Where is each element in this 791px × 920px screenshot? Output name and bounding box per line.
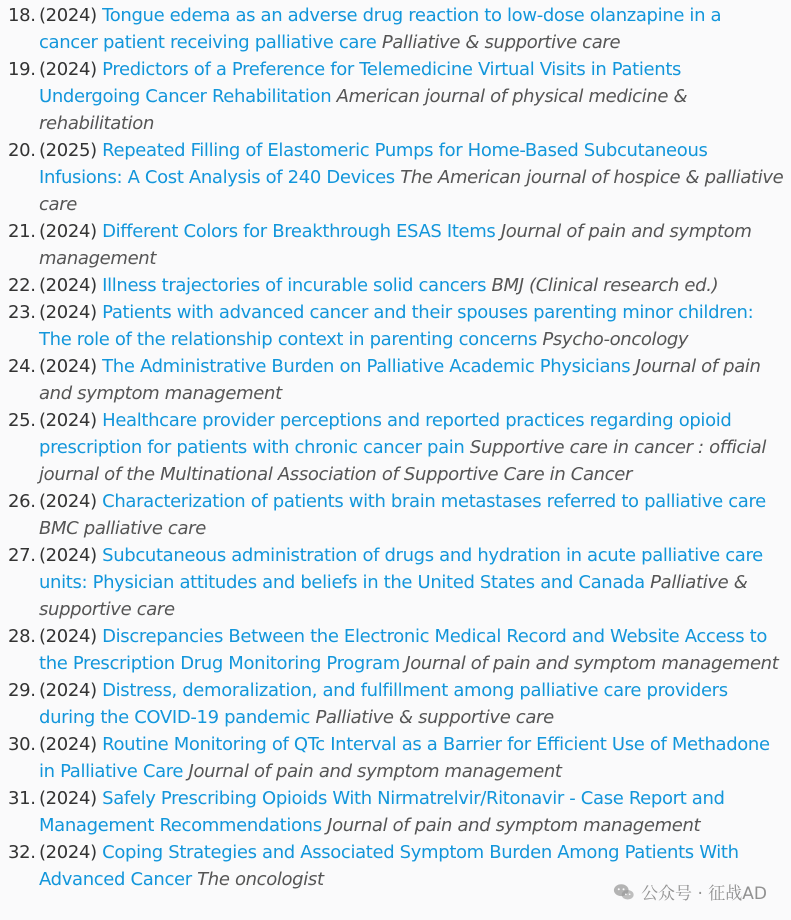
reference-item [0, 218, 791, 272]
reference-item [0, 407, 791, 488]
reference-title-link[interactable]: Illness trajectories of incurable solid cancers [102, 275, 487, 296]
wechat-icon [613, 881, 635, 903]
reference-journal: The oncologist [197, 869, 324, 890]
reference-title-link[interactable]: Safely Prescribing Opioids With Nirmatrelvir/Ritonavir - Case Report and Management Recommendations [39, 788, 725, 836]
reference-title-link[interactable]: Patients with advanced cancer and their spouses parenting minor children: The role of the relationship context in parenting concerns [39, 302, 754, 350]
reference-number: 25. [8, 410, 36, 431]
reference-number: 27. [8, 545, 36, 566]
reference-year: (2024) [39, 491, 97, 512]
reference-journal: Journal of pain and symptom management [39, 356, 761, 404]
reference-title-link[interactable]: Distress, demoralization, and fulfillment among palliative care providers during the COVID-19 pandemic [39, 680, 728, 728]
reference-number: 30. [8, 734, 36, 755]
reference-year: (2024) [39, 410, 97, 431]
watermark [613, 879, 767, 904]
reference-journal: Journal of pain and symptom management [405, 653, 779, 674]
reference-number: 21. [8, 221, 36, 242]
reference-title-link[interactable]: Healthcare provider perceptions and reported practices regarding opioid prescription for patients with chronic cancer pain [39, 410, 732, 458]
reference-number: 29. [8, 680, 36, 701]
reference-item [0, 785, 791, 839]
reference-number: 18. [8, 5, 36, 26]
reference-journal: Journal of pain and symptom management [327, 815, 701, 836]
reference-year: (2024) [39, 680, 97, 701]
reference-year: (2024) [39, 842, 97, 863]
reference-journal: The American journal of hospice & palliative care [39, 167, 784, 215]
reference-item [0, 542, 791, 623]
reference-title-link[interactable]: The Administrative Burden on Palliative Academic Physicians [102, 356, 631, 377]
reference-number: 23. [8, 302, 36, 323]
reference-year: (2024) [39, 5, 97, 26]
reference-item [0, 272, 791, 299]
reference-item [0, 137, 791, 218]
reference-item [0, 299, 791, 353]
reference-number: 19. [8, 59, 36, 80]
reference-title-link[interactable]: Characterization of patients with brain metastases referred to palliative care [102, 491, 766, 512]
reference-item [0, 2, 791, 56]
reference-journal: Palliative & supportive care [381, 32, 621, 53]
reference-title-link[interactable]: Predictors of a Preference for Telemedicine Virtual Visits in Patients Undergoing Cancer Rehabilitation [39, 59, 682, 107]
reference-year: (2024) [39, 302, 97, 323]
reference-number: 26. [8, 491, 36, 512]
reference-year: (2024) [39, 734, 97, 755]
reference-title-link[interactable]: Routine Monitoring of QTc Interval as a Barrier for Efficient Use of Methadone in Palliative Care [39, 734, 770, 782]
reference-title-link[interactable]: Repeated Filling of Elastomeric Pumps for Home-Based Subcutaneous Infusions: A Cost Analysis of 240 Devices [39, 140, 708, 188]
reference-title-link[interactable]: Subcutaneous administration of drugs and hydration in acute palliative care units: Physician attitudes and beliefs in the United States and Canada [39, 545, 763, 593]
reference-journal: Journal of pain and symptom management [39, 221, 752, 269]
reference-number: 20. [8, 140, 36, 161]
reference-year: (2024) [39, 275, 97, 296]
reference-year: (2024) [39, 221, 97, 242]
reference-number: 22. [8, 275, 36, 296]
reference-journal: Palliative & supportive care [39, 572, 748, 620]
reference-title-link[interactable]: Different Colors for Breakthrough ESAS Items [102, 221, 496, 242]
reference-item [0, 731, 791, 785]
reference-year: (2024) [39, 356, 97, 377]
reference-item [0, 623, 791, 677]
reference-year: (2024) [39, 626, 97, 647]
reference-journal: BMC palliative care [39, 518, 206, 539]
reference-item [0, 56, 791, 137]
reference-title-link[interactable]: Tongue edema as an adverse drug reaction to low-dose olanzapine in a cancer patient receiving palliative care [39, 5, 722, 53]
reference-journal: Palliative & supportive care [315, 707, 554, 728]
reference-journal: Supportive care in cancer : official journal of the Multinational Association of Supportive Care in Cancer [39, 437, 766, 485]
reference-journal: American journal of physical medicine & rehabilitation [39, 86, 688, 134]
watermark-text: 公众号 · 征战AD [641, 884, 767, 904]
reference-number: 28. [8, 626, 36, 647]
reference-number: 32. [8, 842, 36, 863]
reference-number: 24. [8, 356, 36, 377]
reference-journal: BMJ (Clinical research ed.) [491, 275, 719, 296]
reference-journal: Journal of pain and symptom management [188, 761, 562, 782]
reference-year: (2024) [39, 59, 97, 80]
reference-title-link[interactable]: Discrepancies Between the Electronic Medical Record and Website Access to the Prescription Drug Monitoring Program [39, 626, 767, 674]
reference-year: (2025) [39, 140, 97, 161]
reference-journal: Psycho-oncology [542, 329, 689, 350]
reference-number: 31. [8, 788, 36, 809]
reference-item [0, 353, 791, 407]
reference-year: (2024) [39, 545, 97, 566]
reference-title-link[interactable]: Coping Strategies and Associated Symptom Burden Among Patients With Advanced Cancer [39, 842, 739, 890]
reference-item [0, 488, 791, 542]
reference-item [0, 677, 791, 731]
reference-year: (2024) [39, 788, 97, 809]
